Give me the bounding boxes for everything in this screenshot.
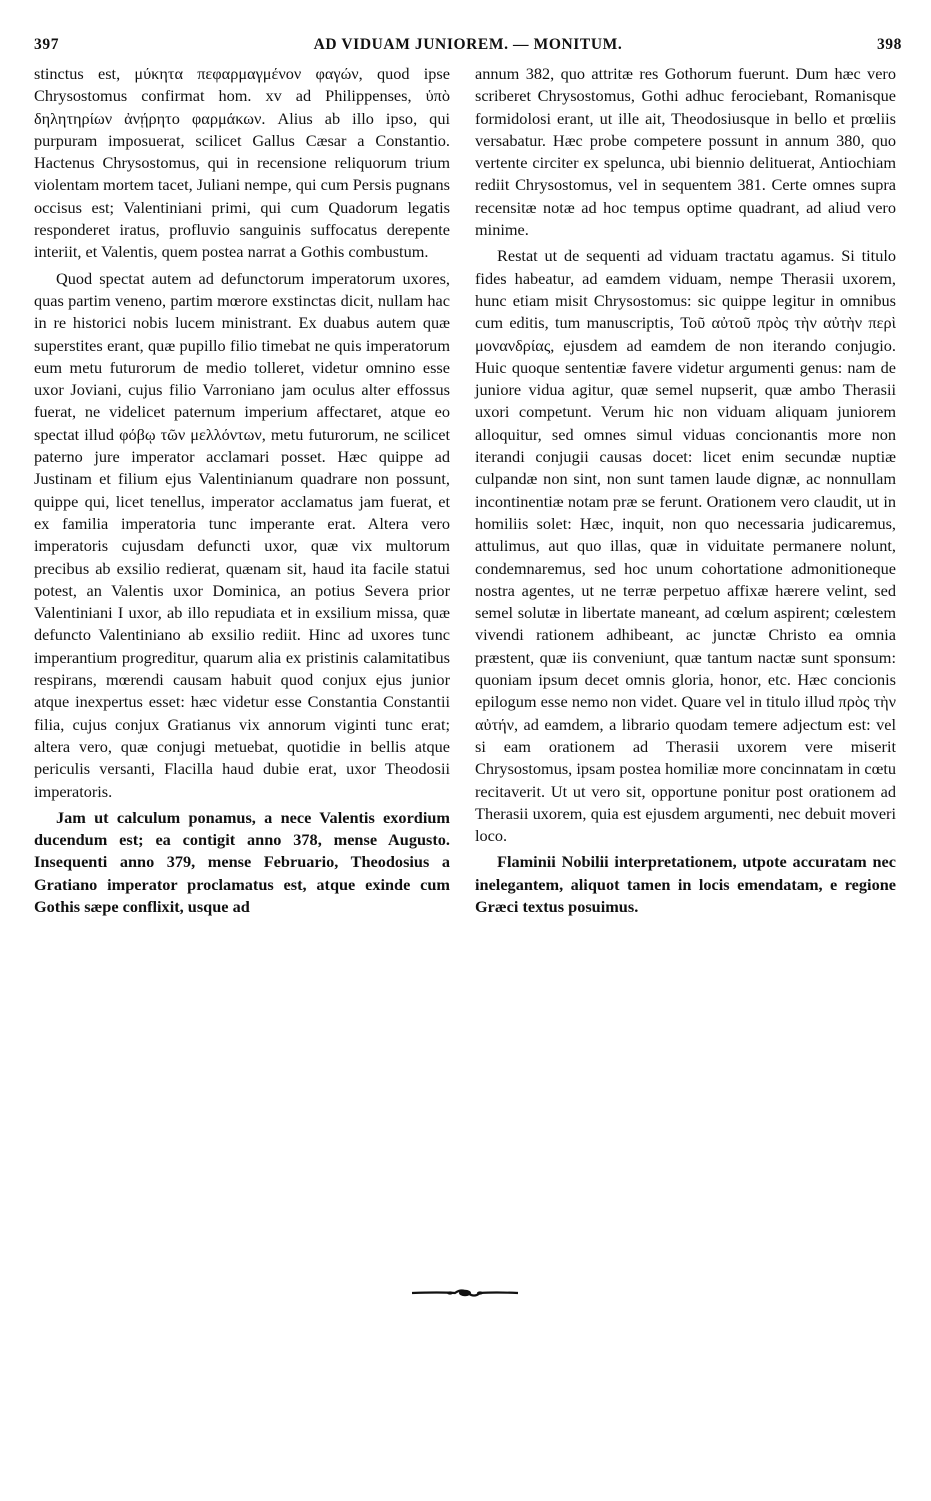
page-number-left: 397 xyxy=(34,36,60,53)
running-header xyxy=(34,36,902,60)
right-paragraph-1: annum 382, quo attritæ res Gothorum fuerunt. Dum hæc vero scriberet Chrysostomus, Gothi adhuc ferociebant, Romanisque formidolosi erant, ut ille ait, Theodosiusque in bello et prœliis versabatur. Hæc probe competere possunt in annum 380, quo vertente circiter ex spelunca, ubi biennio delituerat, Antiochiam rediit Chrysostomus, vel in sequentem 381. Certe omnes supra recensitæ notæ ad hoc tempus optime quadrant, ad aliud vero minime. xyxy=(475,64,896,240)
right-paragraph-3: Flaminii Nobilii interpretationem, utpote accuratam nec inelegantem, aliquot tamen in locis emendatam, e regione Græci textus posuimus. xyxy=(475,852,896,916)
left-column xyxy=(34,63,450,918)
printer-ornament-icon xyxy=(410,1285,520,1301)
left-paragraph-2: Quod spectat autem ad defunctorum imperatorum uxores, quas partim veneno, partim mœrore exstinctas dicit, nullam hac in re historici nobis lucem ministrant. Ex duabus autem quæ superstites erant, quæ pupillo filio timebat ne quis imperatorum eum metu futurorum de medio tolleret, videtur omnino esse uxor Joviani, cujus filio Varroniano jam oculus alter effossus fuerat, ne videlicet paternum imperium affectaret, atque eo spectat illud φόβῳ τῶν μελλόντων, metu futurorum, ne scilicet paterno jure imperator acclamari posset. Hæc quippe ad Justinam et filium ejus Valentinianum quadrare non possunt, quippe qui, licet tenellus, imperator acclamatus jam fuerat, et ex familia imperatoria tunc imperante erat. Altera vero imperatoris cujusdam defuncti uxor, quæ vix multorum precibus ab exsilio redierat, quænam sit, haud ita facile statui potest, an Valentis uxor Dominica, an potius Severa prior Valentiniani I uxor, ab illo repudiata et in exsilium missa, quæ defuncto Valentiniano ab exsilio rediit. Hinc ad uxores tunc imperantium progreditur, quarum alia ex pristinis calamitatibus respirans, mœrendi causam habuit quod conjux ejus junior atque inexpertus esset: hæc videtur esse Constantia Constantii filia, cujus conjux Gratianus vix annorum viginti tunc erat; altera vero, quæ conjugi metuebat, quotidie in bellis atque periculis versanti, Flacilla haud dubie erat, uxor Theodosii imperatoris. xyxy=(34,268,450,801)
right-paragraph-2: Restat ut de sequenti ad viduam tractatu agamus. Si titulo fides habeatur, ad eamdem viduam, nempe Therasii uxorem, hunc etiam misit Chrysostomus: sic quippe legitur in omnibus cum editis, tum manuscriptis, Τοῦ αὐτοῦ πρὸς τὴν αὐτὴν περὶ μονανδρίας, ejusdem ad eamdem de non iterando conjugio. Huic quoque sententiæ favere videtur argumenti genus: nam de juniore vidua agitur, quæ semel nupserit, quæ ambo Therasii uxori competunt. Verum hic non viduam aliquam juniorem alloquitur, sed omnes simul viduas concionantis more non iterandi conjugii causas docet: licet enim secundæ nuptiæ culpandæ non sint, non sunt tamen laude dignæ, ac nonnullam incontinentiæ notam præ se ferunt. Orationem vero claudit, ut in homiliis solet: Hæc, inquit, non quo necessaria judicaremus, attulimus, aut quo illas, quæ in viduitate permanere nolunt, condemnaremus, sed hoc unum cohortatione admonitioneque nostra agentes, ut ne terræ perpetuo affixæ hærere velint, sed semel solutæ in libertate maneant, ad cœlum aspirent; cœlestem vivendi rationem adhibeant, ac junctæ Christo ea omnia præstent, quæ iis conveniunt, quæ tantum nactæ sunt sponsum: quoniam ipsum decet omnis gloria, honor, etc. Hæc concionis epilogum esse nemo non videt. Quare vel in titulo illud πρὸς τὴν αὐτήν, ad eamdem, a librario quodam temere adjectum est: vel si eam orationem ad Therasii uxorem vere miserit Chrysostomus, ipsam postea homiliæ more concinnatam in cœtu recitaverit. Ut ut vero sit, opportune ponitur post orationem ad Therasii uxorem, quia est ejusdem argumenti, nec debuit moveri loco. xyxy=(475,246,896,846)
running-title: AD VIDUAM JUNIOREM. — MONITUM. xyxy=(313,36,623,53)
left-paragraph-1: stinctus est, μύκητα πεφαρμαγμένον φαγών, quod ipse Chrysostomus confirmat hom. xv ad Philippenses, ὑπὸ δηλητηρίων ἀνῄρητο φαρμάκων. Alius ab illo ipso, qui purpuram imposuerat, scilicet Gallus Cæsar a Constantio. Hactenus Chrysostomus, qui in recensione reliquorum trium violentam mortem tacet, Juliani nempe, qui cum Persis pugnans occisus est; Valentiniani primi, qui cum Quadorum legatis responderet iratus, profluvio sanguinis suffocatus derepente interiit, et Valentis, quem postea narrat a Gothis combustum. xyxy=(34,64,450,262)
left-paragraph-3: Jam ut calculum ponamus, a nece Valentis exordium ducendum est; ea contigit anno 378, mense Augusto. Insequenti anno 379, mense Februario, Theodosius a Gratiano imperator proclamatus est, atque exinde cum Gothis sæpe conflixit, usque ad xyxy=(34,807,450,916)
right-column xyxy=(475,63,896,918)
page-number-right: 398 xyxy=(876,36,902,53)
